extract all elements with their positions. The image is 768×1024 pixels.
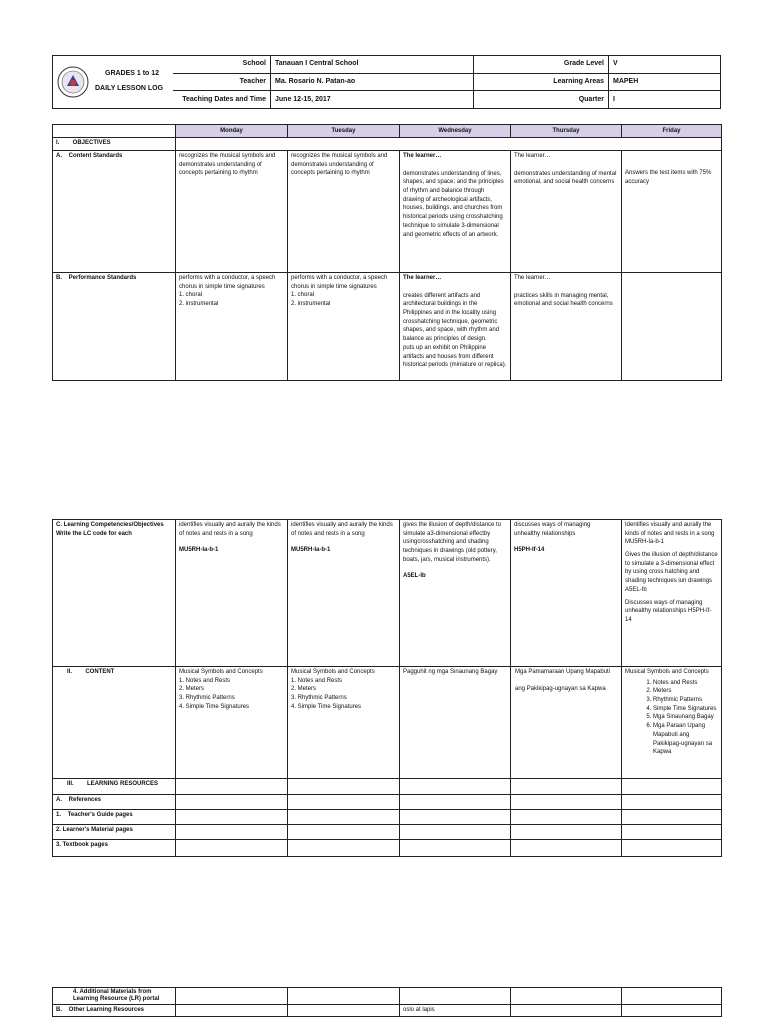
school-label: School [173,56,271,74]
content-thursday-2: ang Pakikipag-ugnayan sa Kapwa [515,685,606,692]
content-thursday [511,667,622,779]
additional-cell [622,988,722,1005]
other-resources-label: B. Other Learning Resources [53,1005,176,1017]
competencies-wednesday-code: A5EL-Ib [403,573,426,580]
resources-cell [511,779,622,795]
content-thursday-1: Mga Pamamaraan Upang Mapabuti [515,669,611,675]
competencies-thursday-code: H5PH-If-14 [514,547,545,554]
additional-cell [400,988,511,1005]
additional-cell [176,988,288,1005]
other-resources-wednesday: oslo at lapis [400,1005,511,1017]
content-standards-friday [622,151,722,273]
content-friday-head: Musical Symbols and Concepts [625,669,709,675]
competencies-tuesday-code: MU5RH-Ia-b-1 [291,547,331,554]
content-standards-wednesday [400,151,511,273]
objectives-label: I. OBJECTIVES [53,138,176,151]
additional-materials-label: 4. Additional Materials from Learning Resource (LR) portal [53,988,176,1005]
logo-cell [53,56,173,109]
lm-cell [288,825,400,840]
teacher-value: Ma. Rosario N. Patan-ao [271,73,474,91]
resources-cell [288,779,400,795]
resources-label: III. LEARNING RESOURCES [53,779,176,795]
tg-cell [400,810,511,825]
additional-cell [288,988,400,1005]
day-header-monday: Monday [176,125,288,138]
objectives-table [52,124,722,381]
content-standards-tuesday: recognizes the musical symbols and demonstrates understanding of concepts pertaining to rhythm [288,151,400,273]
list-item: 3. Rhythmic Patterns [653,696,718,705]
objectives-span-cell [176,138,722,151]
teacher-label: Teacher [173,73,271,91]
lm-cell [176,825,288,840]
textbook-label: 3. Textbook pages [53,840,176,857]
competencies-wednesday-text: gives the illusion of depth/distance to simulate a3-dimensional effectby usingcrosshatching and shading techniques in drawings (old pottery, boats, jars, musical instruments). [403,522,502,563]
competencies-wednesday [400,520,511,667]
grade-level-value: V [609,56,721,74]
competencies-thursday-text: discusses ways of managing unhealthy relationships [514,522,591,537]
performance-standards-friday [622,273,722,381]
tb-cell [288,840,400,857]
content-tuesday: Musical Symbols and Concepts 1. Notes and Rests 2. Meters 3. Rhythmic Patterns 4. Simple Time Signatures [288,667,400,779]
competencies-friday-2: Gives the illusion of depth/distance to simulate a 3-dimensional effect by using cross hatching and shading techniques iun drawings A5EL-Ib [625,552,718,593]
tb-cell [176,840,288,857]
competencies-friday [622,520,722,667]
content-standards-label: A. Content Standards [53,151,176,273]
references-cell [288,795,400,810]
competencies-friday-3: Discusses ways of managing unhealthy relationships H5PH-If-14 [625,599,712,623]
performance-standards-wednesday-text: creates different artifacts and architectural buildings in the Philippines and in the locality using crosshatching technique, geometric shapes, and space, with rhythm and balance as principles of design. puts up an exhibit on Philippine artifacts and houses from different historical periods (miniature or replica). [403,292,507,369]
list-item: 5. Mga Sinaunang Bagay [653,713,718,722]
day-header-wednesday: Wednesday [400,125,511,138]
performance-standards-wednesday-head: The learner… [403,275,442,281]
competencies-tuesday [288,520,400,667]
content-standards-thursday-head: The learner… [514,153,551,159]
resources-cell [622,779,722,795]
tg-cell [176,810,288,825]
tg-cell [288,810,400,825]
learners-material-label: 2. Learner's Material pages [53,825,176,840]
references-cell [400,795,511,810]
lm-cell [511,825,622,840]
school-value: Tanauan I Central School [271,56,474,74]
resources-cell [176,779,288,795]
dates-label: Teaching Dates and Time [173,91,271,109]
content-standards-wednesday-text: demonstrates understanding of lines, shapes, and space; and the principles of rhythm and balance through drawing of archeological artifacts, houses, buildings, and churches from historical periods using crosshatching technique to simulate 3-dimensional and geometric effects of an artwork. [403,170,504,238]
content-monday: Musical Symbols and Concepts 1. Notes and Rests 2. Meters 3. Rhythmic Patterns 4. Simple Time Signatures [176,667,288,779]
blank-header-cell [53,125,176,138]
header-table [52,55,721,109]
performance-standards-thursday [511,273,622,381]
content-standards-thursday [511,151,622,273]
tg-cell [511,810,622,825]
tb-cell [622,840,722,857]
performance-standards-label: B. Performance Standards [53,273,176,381]
tg-cell [622,810,722,825]
day-header-thursday: Thursday [511,125,622,138]
references-cell [176,795,288,810]
performance-standards-thursday-head: The learner… [514,275,551,281]
performance-standards-thursday-text: practices skills in managing mental, emotional and social health concerns [514,292,613,308]
content-standards-wednesday-head: The learner… [403,153,442,159]
day-header-friday: Friday [622,125,722,138]
performance-standards-wednesday [400,273,511,381]
references-label: A. References [53,795,176,810]
resources-table [52,987,722,1017]
competencies-monday [176,520,288,667]
references-cell [511,795,622,810]
performance-standards-tuesday: performs with a conductor, a speech chorus in simple time signatures 1. choral 2. instrumental [288,273,400,381]
other-cell [511,1005,622,1017]
content-friday [622,667,722,779]
dll-label: DAILY LESSON LOG [95,85,164,92]
list-item: 4. Simple Time Signatures [653,705,718,714]
grades-label: GRADES 1 to 12 [105,70,160,78]
competencies-monday-text: identifies visually and aurally the kinds of notes and rests in a song [179,522,281,537]
dates-value: June 12-15, 2017 [271,91,474,109]
quarter-value: I [609,91,721,109]
competencies-table [52,519,722,857]
content-friday-list [625,679,718,757]
quarter-label: Quarter [474,91,609,109]
tb-cell [511,840,622,857]
references-cell [622,795,722,810]
deped-seal-icon [57,66,89,98]
content-label: II. CONTENT [53,667,176,779]
competencies-tuesday-text: identifies visually and aurally the kinds of notes and rests in a song [291,522,393,537]
other-cell [176,1005,288,1017]
performance-standards-monday: performs with a conductor, a speech chorus in simple time signatures 1. choral 2. instrumental [176,273,288,381]
resources-cell [400,779,511,795]
content-standards-monday: recognizes the musical symbols and demonstrates understanding of concepts pertaining to rhythm [176,151,288,273]
list-item: 1. Notes and Rests [653,679,718,688]
learning-areas-value: MAPEH [609,73,721,91]
learning-areas-label: Learning Areas [474,73,609,91]
other-cell [622,1005,722,1017]
lm-cell [622,825,722,840]
content-wednesday: Pagguhit ng mga Sinaunang Bagay [400,667,511,779]
list-item: 6. Mga Paraan Upang Mapabuti ang Pakikipag-ugnayan sa Kapwa [653,722,718,757]
grade-level-label: Grade Level [474,56,609,74]
competencies-label: C. Learning Competencies/Objectives Write the LC code for each [53,520,176,667]
teachers-guide-label: 1. Teacher's Guide pages [53,810,176,825]
competencies-thursday [511,520,622,667]
other-cell [288,1005,400,1017]
competencies-friday-1: Identifies visually and aurally the kinds of notes and rests in a song MU5RH-Ia-b-1 [625,522,715,546]
day-header-tuesday: Tuesday [288,125,400,138]
list-item: 2. Meters [653,687,718,696]
competencies-monday-code: MU5RH-Ia-b-1 [179,547,219,554]
additional-cell [511,988,622,1005]
lm-cell [400,825,511,840]
tb-cell [400,840,511,857]
content-standards-thursday-text: demonstrates understanding of mental emotional, and social health concerns [514,170,617,186]
content-standards-friday-text: Answers the test items with 75% accuracy [625,170,712,185]
